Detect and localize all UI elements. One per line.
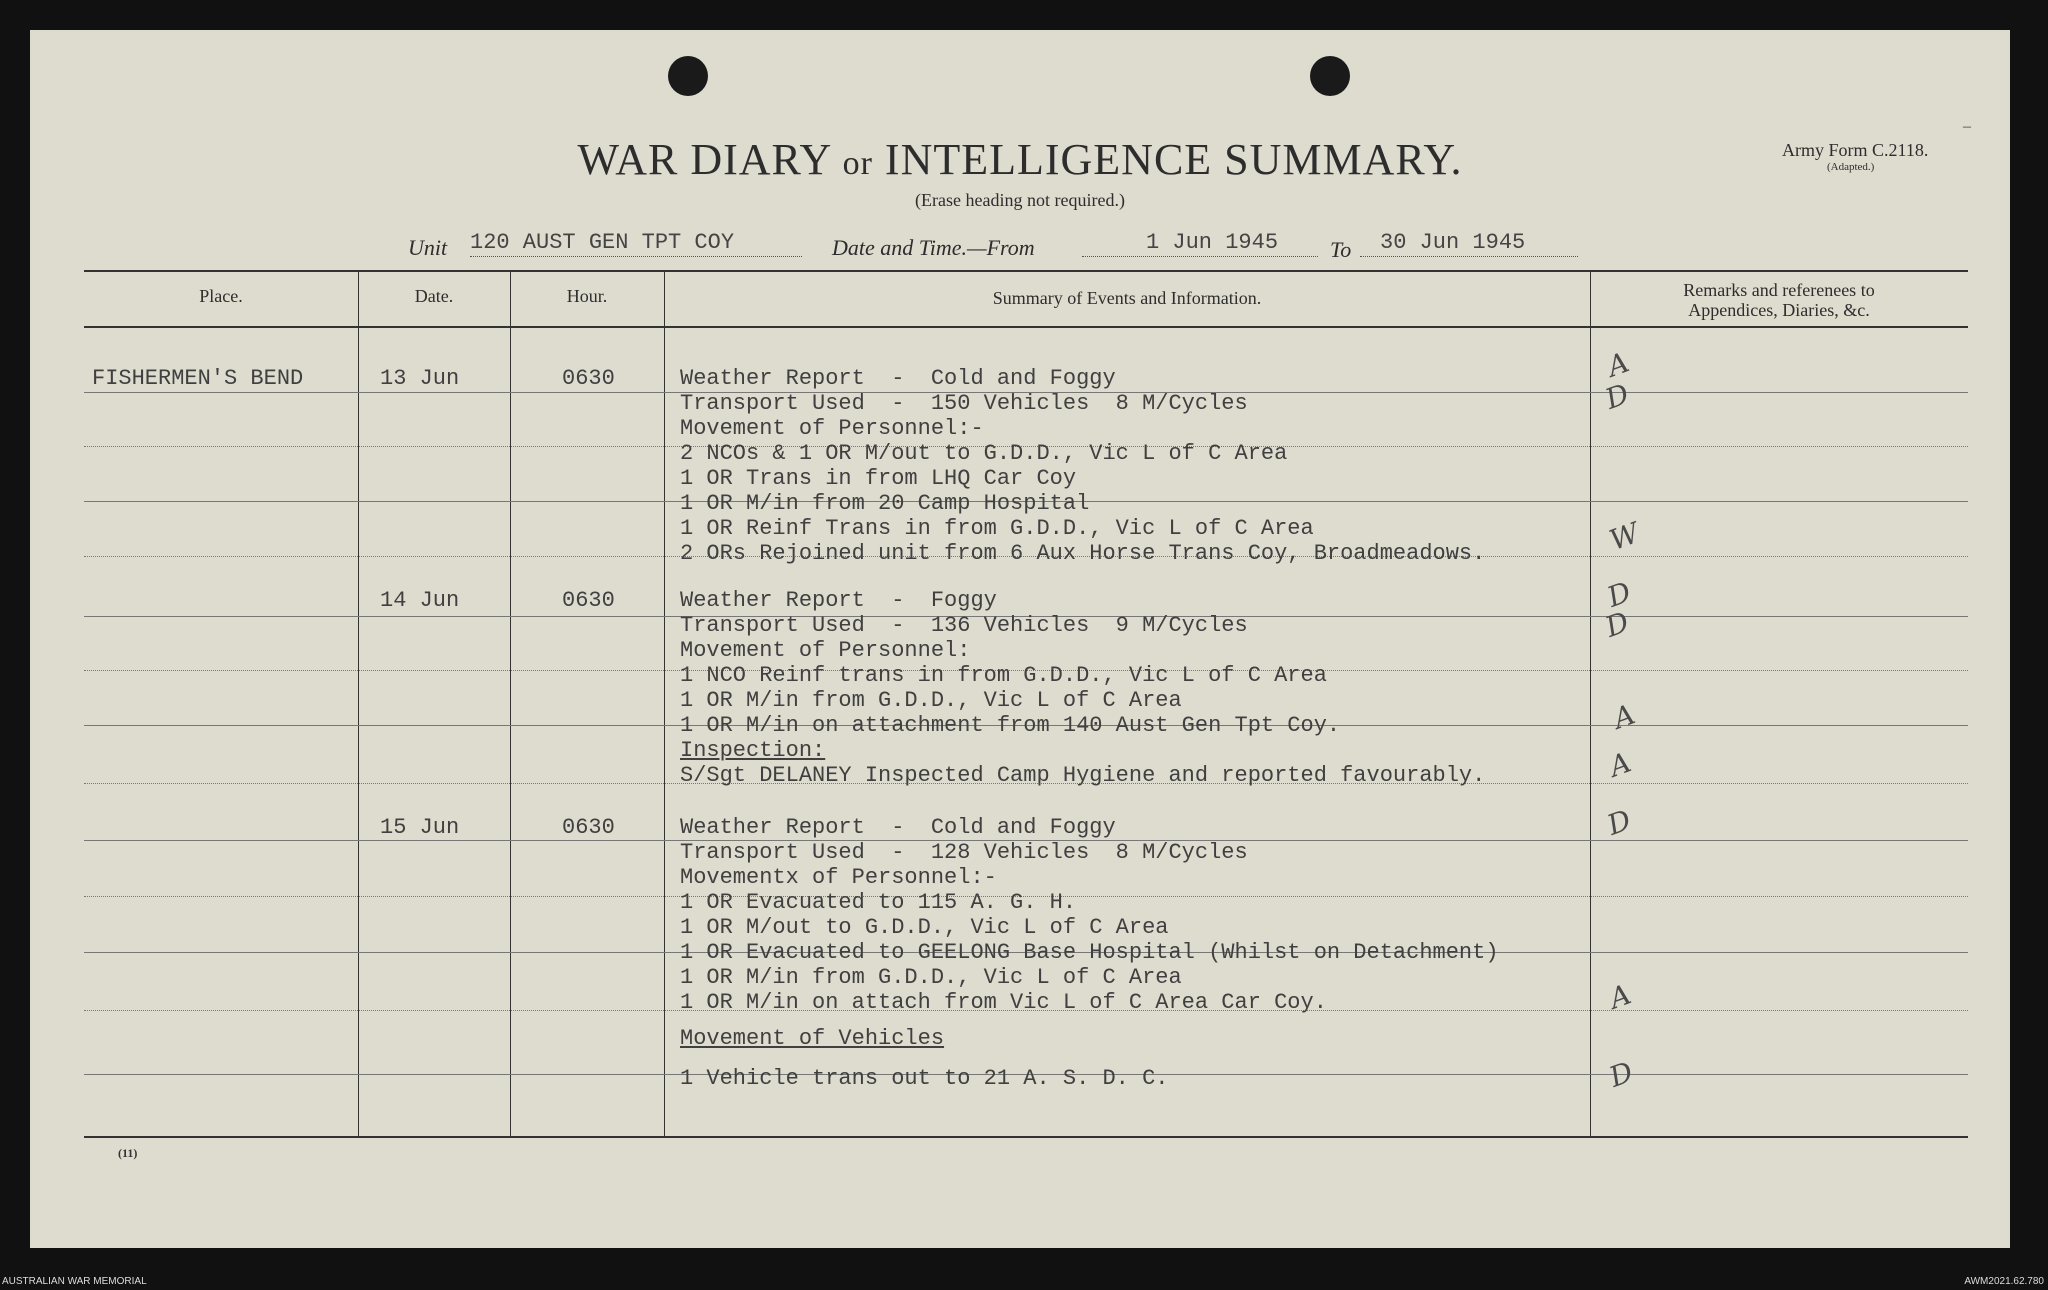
- summary-line: 1 OR M/in from G.D.D., Vic L of C Area: [680, 688, 1182, 713]
- column-divider: [510, 270, 511, 1136]
- table-top-border: [84, 270, 1968, 272]
- handwritten-initial: D: [1601, 377, 1634, 416]
- handwritten-initial: A: [1608, 697, 1640, 736]
- diary-page: [30, 30, 2010, 1248]
- summary-line: 1 OR M/in on attach from Vic L of C Area Car Coy.: [680, 990, 1327, 1015]
- summary-line: S/Sgt DELANEY Inspected Camp Hygiene and reported favourably.: [680, 763, 1486, 788]
- summary-line: Weather Report - Cold and Foggy: [680, 815, 1116, 840]
- summary-line: Movement of Personnel:-: [680, 416, 984, 441]
- column-divider: [664, 270, 665, 1136]
- handwritten-initial: A: [1604, 745, 1636, 784]
- form-number: (11): [118, 1146, 138, 1160]
- unit-value: 120 AUST GEN TPT COY: [470, 230, 802, 257]
- summary-line: Transport Used - 136 Vehicles 9 M/Cycles: [680, 613, 1248, 638]
- column-divider: [358, 270, 359, 1136]
- archive-credit: AUSTRALIAN WAR MEMORIAL: [2, 1276, 147, 1287]
- summary-line: 1 OR Evacuated to 115 A. G. H.: [680, 890, 1077, 915]
- date-from-label: Date and Time.—From: [832, 235, 1035, 260]
- corner-mark: –: [1963, 118, 1971, 135]
- handwritten-initial: D: [1603, 803, 1636, 842]
- summary-line: 1 OR M/in from G.D.D., Vic L of C Area: [680, 965, 1182, 990]
- date-to-value: 30 Jun 1945: [1360, 230, 1578, 257]
- punch-hole-right: [1310, 56, 1350, 96]
- punch-hole-left: [668, 56, 708, 96]
- column-header-place: Place.: [199, 286, 243, 306]
- table-header-border: [84, 326, 1968, 328]
- summary-heading: Movement of Vehicles: [680, 1026, 945, 1051]
- column-header-summary: Summary of Events and Information.: [992, 288, 1262, 308]
- summary-line: Weather Report - Cold and Foggy: [680, 366, 1116, 391]
- summary-line: 1 OR Trans in from LHQ Car Coy: [680, 466, 1077, 491]
- summary-line: 2 ORs Rejoined unit from 6 Aux Horse Trans Coy, Broadmeadows.: [680, 541, 1486, 566]
- table-bottom-border: [84, 1136, 1968, 1138]
- form-reference: Army Form C.2118.: [1782, 140, 1929, 160]
- date-from-value: 1 Jun 1945: [1082, 230, 1318, 257]
- summary-line: Transport Used - 128 Vehicles 8 M/Cycles: [680, 840, 1248, 865]
- handwritten-initial: W: [1605, 516, 1644, 557]
- place-cell: FISHERMEN'S BEND: [92, 366, 304, 391]
- form-subtitle: (Erase heading not required.): [915, 190, 1125, 210]
- handwritten-initial: A: [1602, 345, 1634, 384]
- archive-reference: AWM2021.62.780: [1964, 1276, 2044, 1287]
- date-cell: 15 Jun: [380, 815, 460, 840]
- summary-line: Movementx of Personnel:-: [680, 865, 997, 890]
- summary-line: 1 Vehicle trans out to 21 A. S. D. C.: [680, 1066, 1169, 1091]
- column-header-date: Date.: [414, 286, 454, 306]
- handwritten-initial: D: [1601, 605, 1634, 644]
- summary-line: 1 OR Evacuated to GEELONG Base Hospital (Whilst on Detachment): [680, 940, 1499, 965]
- hour-cell: 0630: [562, 366, 615, 391]
- date-to-label: To: [1330, 237, 1352, 262]
- summary-line: 1 NCO Reinf trans in from G.D.D., Vic L of C Area: [680, 663, 1327, 688]
- summary-line: 1 OR M/in on attachment from 140 Aust Gen Tpt Coy.: [680, 713, 1341, 738]
- summary-line: Weather Report - Foggy: [680, 588, 997, 613]
- column-header-remarks: Remarks and referenees to Appendices, Diaries, &c.: [1683, 280, 1875, 320]
- summary-line: 2 NCOs & 1 OR M/out to G.D.D., Vic L of C Area: [680, 441, 1288, 466]
- unit-label: Unit: [408, 235, 448, 260]
- column-divider: [1590, 270, 1591, 1136]
- summary-line: Movement of Personnel:: [680, 638, 971, 663]
- date-cell: 14 Jun: [380, 588, 460, 613]
- summary-line: 1 OR M/in from 20 Camp Hospital: [680, 491, 1090, 516]
- handwritten-initial: D: [1605, 1055, 1638, 1094]
- form-title: WAR DIARY or INTELLIGENCE SUMMARY.: [577, 135, 1463, 184]
- form-reference-sub: (Adapted.): [1827, 161, 1875, 173]
- hour-cell: 0630: [562, 588, 615, 613]
- column-header-hour: Hour.: [566, 286, 608, 306]
- handwritten-initial: A: [1604, 977, 1636, 1016]
- hour-cell: 0630: [562, 815, 615, 840]
- summary-line: 1 OR M/out to G.D.D., Vic L of C Area: [680, 915, 1169, 940]
- handwritten-initial: D: [1603, 575, 1636, 614]
- summary-heading: Inspection:: [680, 738, 826, 763]
- summary-line: Transport Used - 150 Vehicles 8 M/Cycles: [680, 391, 1248, 416]
- date-cell: 13 Jun: [380, 366, 460, 391]
- summary-line: 1 OR Reinf Trans in from G.D.D., Vic L of C Area: [680, 516, 1314, 541]
